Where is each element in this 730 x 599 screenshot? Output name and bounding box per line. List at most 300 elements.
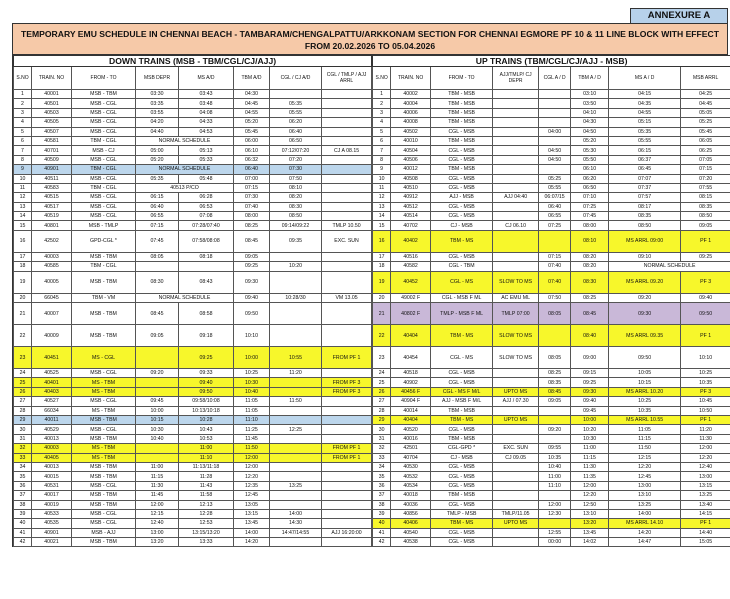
up-cell: 13:00 [609,481,681,490]
down-cell: 03:55 [136,108,179,117]
down-cell: 4 [14,118,32,127]
down-headers-col-7: CGL / TMLP / AJJ ARRL [322,67,372,90]
up-cell: CGL - MSB [431,462,493,471]
up-train-row [373,425,730,434]
down-cell: 04:45 [234,99,270,108]
down-cell: 05:35 [136,174,179,183]
up-cell: NORMAL SCHEDULE [609,262,730,271]
up-cell [493,262,539,271]
up-cell: 13:25 [681,491,730,500]
up-cell: PF 1 [681,415,730,424]
down-cell: 09:33 [179,369,234,378]
up-cell: 41 [373,528,391,537]
up-cell: 12:45 [609,472,681,481]
down-cell [270,406,322,415]
up-cell: CGL - MSB [431,472,493,481]
up-cell: 05:05 [681,108,730,117]
down-cell: 40513 P/CO [136,183,234,192]
up-cell: 40 [373,519,391,528]
up-cell: 40036 [391,500,431,509]
down-cell: 40013 [32,462,72,471]
down-cell: 05:48 [179,174,234,183]
up-cell: 12:30 [539,509,571,518]
down-cell: 21 [14,303,32,325]
down-cell: 07:45 [136,230,179,252]
up-cell: 14:40 [681,528,730,537]
up-cell: 07:55 [681,183,730,192]
down-cell: 14:00 [234,528,270,537]
down-cell: 40533 [32,509,72,518]
up-cell: 40516 [391,252,431,261]
up-headers-col-1: TRAIN. NO [391,67,431,90]
down-cell: 13:20 [136,538,179,547]
down-cell: 11:43 [179,481,234,490]
up-cell: 04:30 [571,118,609,127]
down-cell: 15 [14,221,32,230]
down-cell [322,481,372,490]
up-train-row [373,500,730,509]
down-cell: 10:43 [179,425,234,434]
up-cell: 13 [373,202,391,211]
up-cell: 32 [373,444,391,453]
up-headers-col-3: AJJ/TMLP/ CJ DEPR [493,67,539,90]
down-cell: 06:00 [234,136,270,145]
up-train-row [373,212,730,221]
up-cell: 35 [373,472,391,481]
down-cell: 10:00 [234,347,270,369]
down-cell [179,262,234,271]
up-cell: 11:35 [571,472,609,481]
up-cell: 08:30 [571,271,609,293]
down-cell: 12:00 [234,453,270,462]
down-train-row [14,481,372,490]
down-cell [322,303,372,325]
down-headers-col-5: TBM A/D [234,67,270,90]
up-cell: 07:25 [571,202,609,211]
down-cell: 42 [14,538,32,547]
down-cell: 08:20 [270,193,322,202]
up-headers-col-4: CGL A / D [539,67,571,90]
down-cell: 08:00 [234,212,270,221]
up-cell: 06:40 [539,202,571,211]
up-train-row [373,221,730,230]
down-cell: 14:20 [234,538,270,547]
up-train-row [373,262,730,271]
up-cell [493,230,539,252]
up-cell: 18 [373,262,391,271]
up-cell: 10:35 [681,378,730,387]
up-cell [539,325,571,347]
up-cell: 11:30 [571,462,609,471]
down-cell: 17 [14,252,32,261]
up-cell: 40512 [391,202,431,211]
up-cell: 09:30 [571,387,609,396]
up-train-row [373,369,730,378]
down-cell: 08:45 [234,230,270,252]
down-cell: 08:30 [136,271,179,293]
down-cell: 08:18 [179,252,234,261]
down-cell: 40507 [32,127,72,136]
up-cell: 36 [373,481,391,490]
up-cell: 05:15 [609,118,681,127]
down-cell: MSB - CGL [72,127,136,136]
up-cell: 15:05 [681,538,730,547]
up-cell: 10:45 [681,397,730,406]
up-cell: 07:50 [539,293,571,302]
down-cell: 40501 [32,99,72,108]
down-cell [270,303,322,325]
up-cell: CJ - MSB [431,221,493,230]
up-cell: 3 [373,108,391,117]
up-cell [493,108,539,117]
up-cell [493,406,539,415]
down-cell: TBM - CGL [72,136,136,145]
down-cell: 07:20 [270,155,322,164]
down-cell [322,108,372,117]
up-train-row [373,491,730,500]
down-train-row [14,462,372,471]
up-cell: 09:50 [609,347,681,369]
up-cell: TBM - MSB [431,165,493,174]
up-cell: 08:20 [571,262,609,271]
down-cell: 06:15 [136,193,179,202]
up-cell: 12:00 [571,481,609,490]
down-cell: 04:20 [136,118,179,127]
down-train-row [14,491,372,500]
up-train-row [373,303,730,325]
up-cell [493,99,539,108]
up-cell: TBM - MSB [431,99,493,108]
up-cell: 40912 [391,193,431,202]
down-cell: 40585 [32,262,72,271]
up-cell: 06:50 [571,183,609,192]
down-cell [322,434,372,443]
down-cell: 08:43 [179,271,234,293]
up-cell: 05:20 [571,136,609,145]
up-cell [493,434,539,443]
down-cell: 10:55 [270,347,322,369]
up-cell: 26 [373,387,391,396]
up-cell: 10:35 [609,406,681,415]
up-cell: CJ - MSB [431,453,493,462]
up-cell: TMLP - MSB [431,509,493,518]
up-train-row [373,325,730,347]
up-cell [493,136,539,145]
down-cell: MSB - CGL [72,202,136,211]
up-cell: CGL - MSB [431,155,493,164]
up-cell: 40704 [391,453,431,462]
down-cell: MSB - CGL [72,509,136,518]
down-cell: 11:50 [234,444,270,453]
up-cell: 08:35 [609,212,681,221]
down-cell: MSB - CGL [72,425,136,434]
up-cell: 30 [373,425,391,434]
up-cell: AJJ / 07.30 [493,397,539,406]
down-cell: FROM PF 3 [322,387,372,396]
down-cell: MSB - TBM [72,90,136,99]
down-cell [322,136,372,145]
up-cell: 40404 [391,415,431,424]
up-cell: 09:15 [571,369,609,378]
up-cell: 05:45 [681,127,730,136]
up-cell: TMLP 07:00 [493,303,539,325]
up-cell: 05:25 [681,118,730,127]
up-cell: 40012 [391,165,431,174]
up-cell: 42 [373,538,391,547]
down-cell: MSB - CGL [72,519,136,528]
up-cell: CGL - MSB [431,202,493,211]
up-cell: PF 3 [681,387,730,396]
up-cell: 07:40 [539,271,571,293]
up-cell: TBM - MSB [431,434,493,443]
down-cell: 40003 [32,444,72,453]
down-cell [270,444,322,453]
down-cell: 07:00 [234,174,270,183]
down-cell [322,90,372,99]
up-cell: 40010 [391,136,431,145]
down-cell: 09:58/10:08 [179,397,234,406]
down-cell [270,271,322,293]
down-cell: 07:12/07:20 [270,146,322,155]
down-cell: 40401 [32,378,72,387]
down-cell: 13:33 [179,538,234,547]
down-cell: 40009 [32,325,72,347]
up-cell: 06:05 [681,136,730,145]
up-cell: 40402 [391,230,431,252]
down-cell: 66045 [32,293,72,302]
up-cell: 38 [373,500,391,509]
down-cell: 20 [14,293,32,302]
down-cell: 10:25 [234,369,270,378]
down-cell: MS - TBM [72,387,136,396]
down-cell: 40529 [32,425,72,434]
down-cell: 12:15 [136,509,179,518]
down-cell [270,500,322,509]
down-cell: MSB - CGL [72,212,136,221]
up-cell: 19 [373,271,391,293]
up-train-row [373,415,730,424]
down-cell [322,519,372,528]
up-cell: CGL - MSB [431,500,493,509]
up-cell: 14:15 [681,509,730,518]
up-cell: CJ 09.05 [493,453,539,462]
up-cell: 06:25 [681,146,730,155]
down-train-row [14,303,372,325]
up-cell: 08:17 [609,202,681,211]
up-cell: 14:20 [609,528,681,537]
down-cell: MSB - CGL [72,174,136,183]
up-cell: 10:05 [609,369,681,378]
down-cell: 10:53 [179,434,234,443]
up-cell [493,202,539,211]
up-cell: 14:02 [571,538,609,547]
up-train-row [373,252,730,261]
up-cell: 12:15 [609,453,681,462]
down-cell: 10:28/30 [270,293,322,302]
up-cell [493,118,539,127]
down-cell: 04:33 [179,118,234,127]
down-cell [322,252,372,261]
up-headers-col-7: MSB ARRL [681,67,730,90]
down-cell: MSB - TBM [72,462,136,471]
down-headers-col-3: MSB DEPR [136,67,179,90]
down-cell [322,202,372,211]
up-cell [493,127,539,136]
down-headers-col-1: TRAIN. NO [32,67,72,90]
down-cell: 11:05 [234,397,270,406]
down-train-row [14,378,372,387]
up-cell: 09:30 [609,303,681,325]
down-train-row [14,136,372,145]
up-cell: 11 [373,183,391,192]
down-cell: 03:43 [179,90,234,99]
down-train-row [14,221,372,230]
down-cell: 40535 [32,519,72,528]
down-trains-heading: DOWN TRAINS (MSB - TBM/CGL/CJ/AJJ) [14,56,372,67]
up-cell: 04:35 [609,99,681,108]
up-cell: 40504 [391,146,431,155]
down-headers-col-6: CGL / CJ A/D [270,67,322,90]
down-cell: 40583 [32,183,72,192]
down-cell: 40901 [32,165,72,174]
down-train-row [14,262,372,271]
up-cell: AJJ 04:40 [493,193,539,202]
up-cell: 04:15 [609,90,681,99]
down-cell: TBM - VM [72,293,136,302]
up-cell: 04:50 [571,127,609,136]
up-cell [493,252,539,261]
down-cell: 05:35 [270,99,322,108]
down-cell [270,325,322,347]
up-cell: 09:05 [681,221,730,230]
up-cell [539,519,571,528]
up-cell: 40902 [391,378,431,387]
down-cell: 11:00 [136,462,179,471]
up-cell: TBM - MS [431,325,493,347]
down-cell: FROM PF 1 [322,453,372,462]
up-cell [493,481,539,490]
down-cell: NORMAL SCHEDULE [136,136,234,145]
up-cell: 09:20 [609,293,681,302]
up-cell: 40506 [391,155,431,164]
down-cell [322,262,372,271]
up-cell: 40404 [391,325,431,347]
down-cell [322,271,372,293]
up-cell: TBM - MS [431,519,493,528]
down-cell: 35 [14,472,32,481]
down-cell: FROM PF 3 [322,378,372,387]
down-cell: 26 [14,387,32,396]
up-cell: 08:50 [609,221,681,230]
up-cell: SLOW TO MS [493,347,539,369]
up-cell: 40004 [391,99,431,108]
up-cell: 12:40 [681,462,730,471]
up-cell: 07:15 [539,252,571,261]
up-cell: CGL - MS F M/L [431,387,493,396]
up-cell: 12:20 [681,453,730,462]
up-cell: 20 [373,293,391,302]
up-cell: 08:50 [681,212,730,221]
up-cell [539,108,571,117]
down-cell: 40019 [32,500,72,509]
down-cell: MSB - CGL [72,108,136,117]
down-cell: 08:30 [270,202,322,211]
down-cell: 11:05 [234,406,270,415]
down-cell [136,444,179,453]
up-train-row [373,174,730,183]
up-cell: 40002 [391,90,431,99]
down-cell: 8 [14,155,32,164]
down-cell: 40001 [32,90,72,99]
down-cell: 07:40 [234,202,270,211]
down-cell [270,415,322,424]
up-cell: 10 [373,174,391,183]
up-cell: 40006 [391,108,431,117]
up-cell: TBM - MSB [431,491,493,500]
down-cell: CJ A 08.15 [322,146,372,155]
down-train-row [14,230,372,252]
up-cell: 03:10 [571,90,609,99]
down-cell [322,406,372,415]
up-cell: CGL - MSB [431,481,493,490]
down-cell [322,118,372,127]
down-train-row [14,155,372,164]
down-cell: 09:05 [234,252,270,261]
up-cell: 09:40 [681,293,730,302]
up-cell: 08:10 [571,230,609,252]
annexure-label-wrap [12,8,728,23]
up-cell: 09:25 [681,252,730,261]
down-cell: 10:20 [270,262,322,271]
up-cell: TMLP - MSB F ML [431,303,493,325]
up-train-row [373,108,730,117]
up-cell: EXC. SUN [493,444,539,453]
down-cell: 10:13/10:18 [179,406,234,415]
up-cell: MS ARRL 09.20 [609,271,681,293]
up-cell: 40530 [391,462,431,471]
down-cell: 11:10 [179,453,234,462]
down-cell [322,212,372,221]
up-cell: 06:15 [609,146,681,155]
up-cell: 05:55 [539,183,571,192]
down-cell: 11:58 [179,491,234,500]
up-cell: 40532 [391,472,431,481]
up-cell: 14:00 [609,509,681,518]
up-cell: PF 1 [681,230,730,252]
down-cell: 06:28 [179,193,234,202]
up-cell: 24 [373,369,391,378]
down-cell: 12:53 [179,519,234,528]
up-cell: 11:20 [681,425,730,434]
down-cell: 12:20 [234,472,270,481]
down-cell: 11:00 [179,444,234,453]
up-cell: 1 [373,90,391,99]
up-cell [539,230,571,252]
up-cell: 5 [373,127,391,136]
up-cell: 37 [373,491,391,500]
down-cell: 7 [14,146,32,155]
up-cell: CGL - TBM [431,262,493,271]
down-cell: 40003 [32,252,72,261]
up-cell: 04:50 [539,155,571,164]
down-cell: FROM PF 1 [322,444,372,453]
up-cell: 08:40 [571,325,609,347]
up-cell [539,434,571,443]
down-cell [270,387,322,396]
up-cell: 9 [373,165,391,174]
down-cell: 40017 [32,491,72,500]
up-cell: 03:50 [571,99,609,108]
